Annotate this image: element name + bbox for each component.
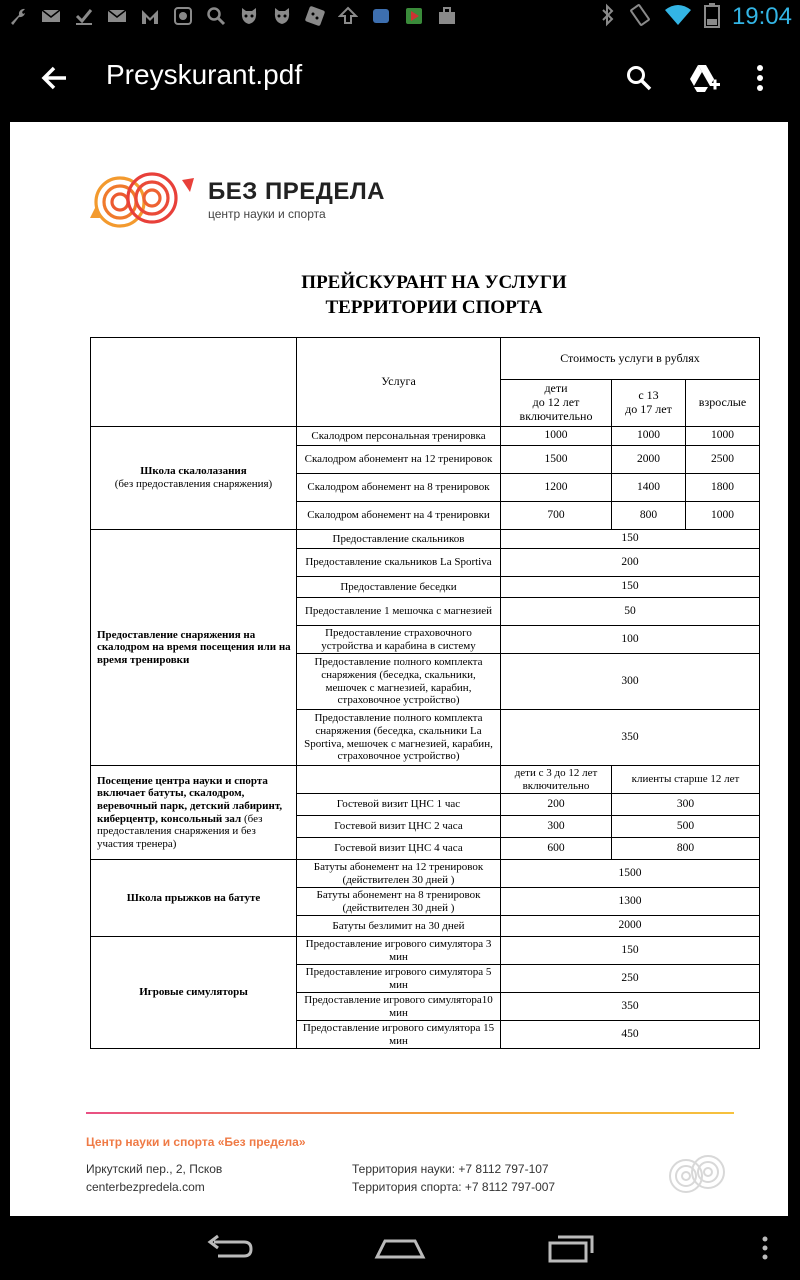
recent-apps-icon[interactable]	[541, 1228, 601, 1268]
service-cell: Предоставление игрового симулятора 5 мин	[297, 965, 501, 993]
price-cell: 1300	[501, 888, 760, 916]
category-climbing-note: (без предоставления снаряжения)	[114, 478, 273, 490]
price-adults: 1000	[686, 502, 760, 530]
header-age-children: дети до 12 лет включительно	[501, 380, 612, 427]
brand-logo	[86, 166, 196, 234]
service-cell: Гостевой визит ЦНС 2 часа	[297, 816, 501, 838]
service-cell: Предоставление скальников	[297, 530, 501, 549]
category-simulators: Игровые симуляторы	[91, 937, 297, 1049]
service-cell: Предоставление 1 мешочка с магнезией	[297, 598, 501, 626]
price-list-title: ПРЕЙСКУРАНТ НА УСЛУГИ	[301, 272, 567, 293]
category-visit-title: Посещение центра науки и спорта включает батуты, скалодром, веревочный парк, детский лабиринт, киберцентр, консольный зал	[97, 774, 283, 825]
price-cell: 50	[501, 598, 760, 626]
service-cell: Скалодром абонемент на 8 тренировок	[297, 474, 501, 502]
header-visit-children: дети с 3 до 12 лет включительно	[501, 766, 612, 794]
header-cost: Стоимость услуги в рублях	[501, 338, 760, 380]
service-cell: Предоставление игрового симулятора 3 мин	[297, 937, 501, 965]
service-cell: Скалодром персональная тренировка	[297, 427, 501, 446]
price-cell: 1500	[501, 860, 760, 888]
price-adults: 1000	[686, 427, 760, 446]
category-climbing-title: Школа скалолазания	[140, 465, 247, 478]
price-children: 700	[501, 502, 612, 530]
service-cell: Предоставление полного комплекта снаряжения (беседка, скальники La Sportiva, мешочек с магнезией, карабин, страховочное устройство)	[297, 710, 501, 766]
table-row	[91, 427, 760, 446]
overflow-menu-icon[interactable]	[740, 58, 780, 98]
price-list-subtitle: ТЕРРИТОРИИ СПОРТА	[325, 297, 543, 318]
price-children: 1200	[501, 474, 612, 502]
game-icon	[303, 4, 327, 28]
price-cell: 100	[501, 626, 760, 654]
system-icons	[600, 2, 792, 32]
service-cell: Предоставление страховочного устройства и карабина в систему	[297, 626, 501, 654]
table-row	[91, 530, 760, 549]
table-row	[91, 860, 760, 888]
service-cell: Гостевой визит ЦНС 4 часа	[297, 838, 501, 860]
briefcase-icon	[435, 4, 459, 28]
play-store-icon	[402, 4, 426, 28]
status-time: 19:04	[731, 3, 792, 30]
cat-icon	[237, 4, 261, 28]
app-bar	[0, 36, 800, 122]
service-cell: Батуты абонемент на 12 тренировок (действителен 30 дней )	[297, 860, 501, 888]
wifi-icon	[664, 3, 692, 31]
footer-website: centerbezpredela.com	[86, 1180, 205, 1194]
table-row	[91, 766, 760, 794]
service-cell: Батуты безлимит на 30 дней	[297, 916, 501, 937]
price-cell: 150	[501, 530, 760, 549]
search-icon	[204, 4, 228, 28]
price-cell: 2000	[501, 916, 760, 937]
upload-icon	[336, 4, 360, 28]
price-cell: 150	[501, 577, 760, 598]
price-teens: 2000	[612, 446, 686, 474]
category-trampoline: Школа прыжков на батуте	[91, 860, 297, 937]
cat-icon	[270, 4, 294, 28]
service-cell: Скалодром абонемент на 4 тренировки	[297, 502, 501, 530]
price-older: 800	[612, 838, 760, 860]
price-adults: 2500	[686, 446, 760, 474]
price-adults: 1800	[686, 474, 760, 502]
header-age-adults: взрослые	[686, 380, 760, 427]
m-app-icon	[138, 4, 162, 28]
price-cell: 350	[501, 993, 760, 1021]
price-cell: 300	[501, 654, 760, 710]
service-cell: Гостевой визит ЦНС 1 час	[297, 794, 501, 816]
price-teens: 1400	[612, 474, 686, 502]
drive-add-icon[interactable]	[684, 58, 724, 98]
service-cell: Батуты абонемент на 8 тренировок (действителен 30 дней )	[297, 888, 501, 916]
footer-address: Иркутский пер., 2, Псков	[86, 1162, 223, 1176]
table-header-row	[91, 338, 760, 380]
category-equipment: Предоставление снаряжения на скалодром на время посещения или на время тренировки	[91, 530, 297, 766]
price-table	[90, 337, 760, 1049]
price-teens: 800	[612, 502, 686, 530]
price-older: 300	[612, 794, 760, 816]
price-older: 500	[612, 816, 760, 838]
price-teens: 1000	[612, 427, 686, 446]
status-bar	[0, 0, 800, 36]
service-cell: Предоставление игрового симулятора 15 мин	[297, 1021, 501, 1049]
bluetooth-icon	[600, 3, 616, 31]
notification-icons	[6, 4, 459, 28]
pdf-page[interactable]	[10, 122, 788, 1216]
document-title: Preyskurant.pdf	[106, 59, 303, 90]
category-climbing	[91, 427, 297, 530]
overflow-icon[interactable]	[745, 1228, 785, 1268]
mail-icon	[105, 4, 129, 28]
photo-icon	[171, 4, 195, 28]
brand-tagline: центр науки и спорта	[208, 207, 326, 221]
footer-divider	[86, 1112, 734, 1114]
category-visit	[91, 766, 297, 860]
price-children: 300	[501, 816, 612, 838]
service-cell: Предоставление полного комплекта снаряжения (беседка, скальники, мешочек с магнезией, карабин, страховочное устройство)	[297, 654, 501, 710]
price-children: 200	[501, 794, 612, 816]
header-age-teens: с 13 до 17 лет	[612, 380, 686, 427]
service-cell: Предоставление беседки	[297, 577, 501, 598]
price-cell: 450	[501, 1021, 760, 1049]
wrench-icon	[6, 4, 30, 28]
back-icon[interactable]	[199, 1228, 259, 1268]
check-icon	[72, 4, 96, 28]
price-cell: 200	[501, 549, 760, 577]
header-service: Услуга	[297, 338, 501, 427]
phone-icon	[369, 4, 393, 28]
navigation-bar	[0, 1216, 800, 1280]
category-visit-note: (без предоставления снаряжения и без участия тренера)	[97, 812, 263, 850]
back-arrow-icon[interactable]	[38, 61, 72, 95]
footer-logo	[662, 1152, 736, 1196]
price-cell: 150	[501, 937, 760, 965]
header-visit-older: клиенты старше 12 лет	[612, 766, 760, 794]
vibrate-icon	[628, 3, 652, 31]
price-children: 600	[501, 838, 612, 860]
battery-icon	[704, 2, 720, 32]
price-cell: 250	[501, 965, 760, 993]
service-cell: Предоставление скальников La Sportiva	[297, 549, 501, 577]
footer-phone-science: Территория науки: +7 8112 797-107	[352, 1162, 549, 1176]
price-children: 1500	[501, 446, 612, 474]
price-cell: 350	[501, 710, 760, 766]
search-icon[interactable]	[619, 58, 659, 98]
price-children: 1000	[501, 427, 612, 446]
mail-icon	[39, 4, 63, 28]
brand-name: БЕЗ ПРЕДЕЛА	[208, 178, 386, 205]
service-cell: Предоставление игрового симулятора10 мин	[297, 993, 501, 1021]
service-cell: Скалодром абонемент на 12 тренировок	[297, 446, 501, 474]
footer-phone-sport: Территория спорта: +7 8112 797-007	[352, 1180, 556, 1194]
table-row	[91, 937, 760, 965]
home-icon[interactable]	[370, 1228, 430, 1268]
footer-organization: Центр науки и спорта «Без предела»	[86, 1135, 306, 1149]
